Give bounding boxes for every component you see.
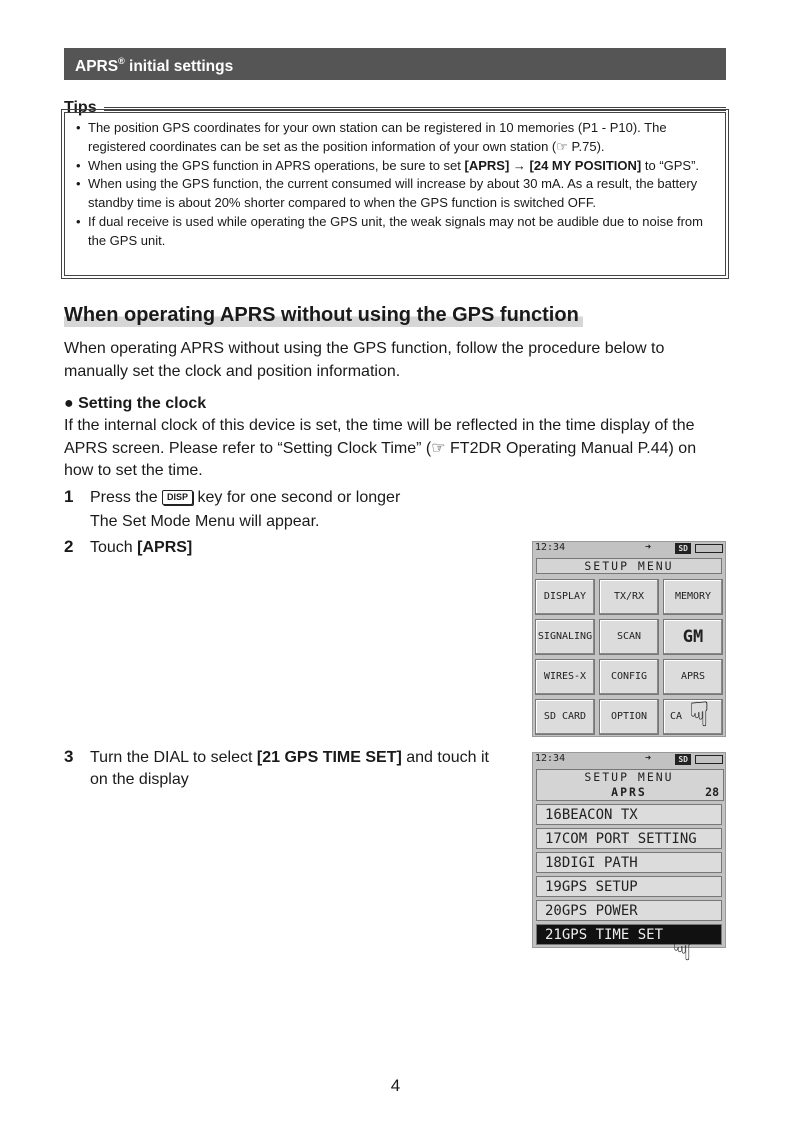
menu-button-signaling[interactable]: SIGNALING <box>535 619 595 655</box>
menu-button-callsign[interactable]: CA <box>663 699 723 735</box>
tip-item-text: When using the GPS function in APRS operations, be sure to set <box>88 157 461 173</box>
tips-list <box>76 119 716 251</box>
tip-item: • When using the GPS function, the current consumed will increase by about 30 mA. As a result, the battery standby time is about 20% shorter compared to when the GPS function is switched OFF. <box>76 175 716 213</box>
section-heading: When operating APRS without using the GPS function <box>64 304 583 327</box>
item-count: 28 <box>705 785 719 799</box>
menu-button-scan[interactable]: SCAN <box>599 619 659 655</box>
menu-button-sd-card[interactable]: SD CARD <box>535 699 595 735</box>
step-text-pre: Turn the DIAL to select <box>90 749 257 766</box>
page-number: 4 <box>390 1076 401 1095</box>
status-bar <box>533 753 725 767</box>
menu-button-aprs[interactable]: APRS <box>663 659 723 695</box>
status-bar <box>533 542 725 556</box>
step-text-bold: [APRS] <box>137 539 193 556</box>
step-text-bold: [21 GPS TIME SET] <box>256 749 402 766</box>
menu-row[interactable]: 16BEACON TX <box>536 804 722 825</box>
tip-item-tail: to “GPS”. <box>641 157 700 173</box>
menu-button-display[interactable]: DISPLAY <box>535 579 595 615</box>
menu-button-option[interactable]: OPTION <box>599 699 659 735</box>
clock-subheading: ● Setting the clock <box>64 395 207 412</box>
menu-button-wires-x[interactable]: WIRES-X <box>535 659 595 695</box>
sd-card-icon: SD <box>675 543 691 554</box>
tips-label: Tips <box>64 99 97 116</box>
sd-card-icon: SD <box>675 754 691 765</box>
tip-item: • If dual receive is used while operating the GPS unit, the weak signals may not be audible due to noise from the GPS unit. <box>76 213 716 251</box>
menu-button-gm[interactable]: GM <box>663 619 723 655</box>
menu-button-txrx[interactable]: TX/RX <box>599 579 659 615</box>
step-text-pre: Touch <box>90 539 138 556</box>
gps-icon: ➜ <box>644 542 651 553</box>
tip-item <box>76 157 716 176</box>
gps-icon: ➜ <box>644 753 651 764</box>
disp-key-icon: DISP <box>162 490 193 505</box>
menu-row[interactable]: 19GPS SETUP <box>536 876 722 897</box>
menu-row[interactable]: 20GPS POWER <box>536 900 722 921</box>
pointing-hand-icon: ☟ <box>672 930 693 968</box>
battery-icon <box>695 755 723 764</box>
step-text-post: key for one second or longer <box>193 489 401 506</box>
clock-time: 12:34 <box>535 542 566 553</box>
step-number: 2 <box>64 537 74 556</box>
clock-time: 12:34 <box>535 753 566 764</box>
screen-subtitle: APRS <box>611 785 647 799</box>
section-title: APRS <box>75 58 119 76</box>
intro-paragraph: When operating APRS without using the GPS function, follow the procedure below to manually set the clock and position information. <box>64 340 665 380</box>
battery-icon <box>695 544 723 553</box>
step-number: 3 <box>64 747 74 766</box>
step-text-line2: on the display <box>90 771 189 788</box>
step-subtext: The Set Mode Menu will appear. <box>90 513 320 530</box>
tips-rule <box>104 107 726 111</box>
clock-paragraph: If the internal clock of this device is set, the time will be reflected in the time display of the APRS screen. Please refer to “Setting Clock Time” (☞ FT2DR Operating Manual P.44) on how to set the time. <box>64 417 697 479</box>
menu-row-selected[interactable]: 21GPS TIME SET <box>536 924 722 945</box>
step-text <box>90 747 489 769</box>
tip-item-bold: [APRS] → [24 MY POSITION] <box>464 157 642 173</box>
menu-row[interactable]: 18DIGI PATH <box>536 852 722 873</box>
section-title-bar <box>64 48 726 80</box>
setup-menu-screen <box>532 541 726 737</box>
menu-row[interactable]: 17COM PORT SETTING <box>536 828 722 849</box>
registered-mark: ® <box>118 56 125 66</box>
step-text <box>90 537 192 559</box>
tip-item: • The position GPS coordinates for your own station can be registered in 10 memories (P1 - P10). The registered coordinates can be set as the position information of your own station (☞ P.75). <box>76 119 716 157</box>
pointing-hand-icon: ☟ <box>689 695 710 735</box>
screen-title: SETUP MENU <box>584 770 674 784</box>
step-text <box>90 487 400 509</box>
aprs-menu-screen <box>532 752 726 948</box>
step-text-pre: Press the <box>90 489 163 506</box>
menu-button-memory[interactable]: MEMORY <box>663 579 723 615</box>
screen-title: SETUP MENU <box>536 558 722 574</box>
section-title-rest: initial settings <box>124 58 234 76</box>
step-number: 1 <box>64 487 74 506</box>
step-text-post: and touch it <box>401 749 489 766</box>
menu-button-config[interactable]: CONFIG <box>599 659 659 695</box>
